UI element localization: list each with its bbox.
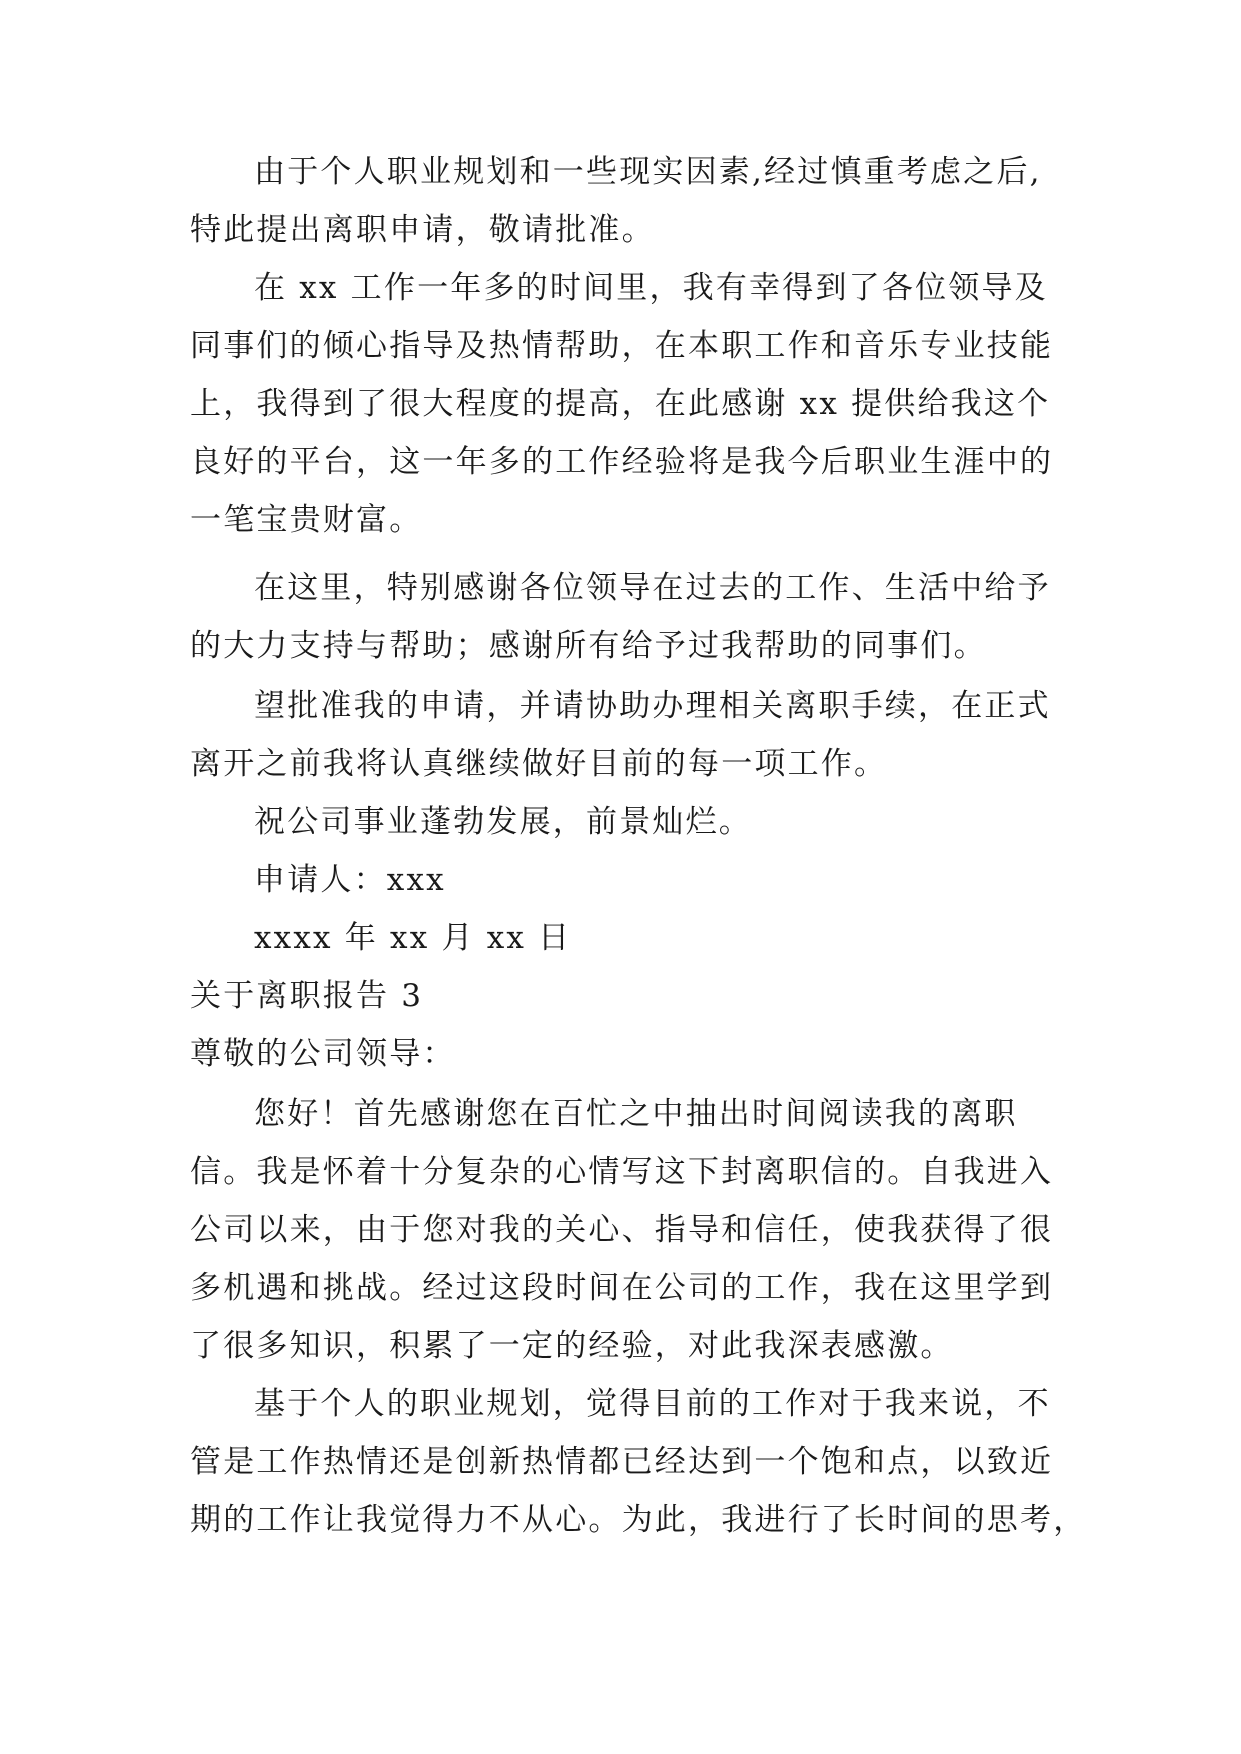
salutation: 尊敬的公司领导： xyxy=(190,1036,456,1072)
paragraph-line: 在 xx 工作一年多的时间里，我有幸得到了各位领导及 xyxy=(254,270,1048,306)
paragraph-line: 管是工作热情还是创新热情都已经达到一个饱和点，以致近 xyxy=(190,1444,1054,1480)
signature-date: xxxx 年 xx 月 xx 日 xyxy=(254,920,572,956)
paragraph-line: 由于个人职业规划和一些现实因素,经过慎重考虑之后, xyxy=(254,154,1042,190)
paragraph-line: 上，我得到了很大程度的提高，在此感谢 xx 提供给我这个 xyxy=(190,386,1051,422)
paragraph-line: 一笔宝贵财富。 xyxy=(190,502,423,538)
paragraph-line: 在这里，特别感谢各位领导在过去的工作、生活中给予 xyxy=(254,570,1051,606)
paragraph-line: 良好的平台，这一年多的工作经验将是我今后职业生涯中的 xyxy=(190,444,1054,480)
paragraph-line: 特此提出离职申请，敬请批准。 xyxy=(190,212,655,248)
paragraph-line: 公司以来，由于您对我的关心、指导和信任，使我获得了很 xyxy=(190,1212,1054,1248)
paragraph-line: 离开之前我将认真继续做好目前的每一项工作。 xyxy=(190,746,888,782)
paragraph-line: 同事们的倾心指导及热情帮助，在本职工作和音乐专业技能 xyxy=(190,328,1054,364)
paragraph-line: 多机遇和挑战。经过这段时间在公司的工作，我在这里学到 xyxy=(190,1270,1054,1306)
paragraph-line: 的大力支持与帮助；感谢所有给予过我帮助的同事们。 xyxy=(190,628,987,664)
paragraph-line: 望批准我的申请，并请协助办理相关离职手续，在正式 xyxy=(254,688,1051,724)
paragraph-line: 基于个人的职业规划，觉得目前的工作对于我来说，不 xyxy=(254,1386,1051,1422)
paragraph-line: 期的工作让我觉得力不从心。为此，我进行了长时间的思考， xyxy=(190,1502,1087,1538)
paragraph-line: 信。我是怀着十分复杂的心情写这下封离职信的。自我进入 xyxy=(190,1154,1054,1190)
paragraph-line: 了很多知识，积累了一定的经验，对此我深表感激。 xyxy=(190,1328,954,1364)
closing-wish: 祝公司事业蓬勃发展，前景灿烂。 xyxy=(254,804,752,840)
paragraph-line: 您好！首先感谢您在百忙之中抽出时间阅读我的离职 xyxy=(254,1096,1018,1132)
section-title: 关于离职报告 3 xyxy=(190,978,424,1014)
applicant-signature: 申请人：xxx xyxy=(254,862,446,898)
